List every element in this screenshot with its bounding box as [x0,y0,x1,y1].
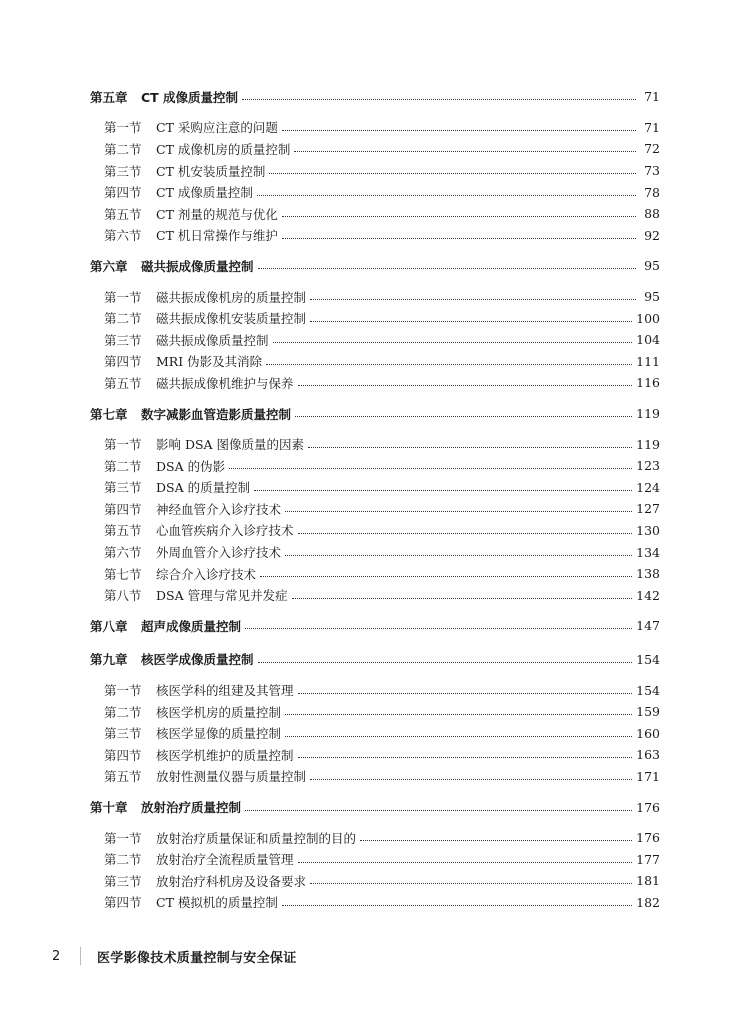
section-number: 第二节 [104,141,142,157]
section-title: 放射治疗质量保证和质量控制的目的 [156,830,357,846]
toc-chapter-entry [90,403,660,425]
dot-leader [282,905,632,906]
page-ref: 176 [636,830,660,846]
dot-leader [298,757,633,758]
dot-leader [295,416,632,417]
toc-entry-label [104,205,278,223]
chapter-title: 磁共振成像质量控制 [141,258,254,274]
toc-section-entry [90,520,660,542]
dot-leader [310,779,632,780]
toc-entry-label [104,767,306,785]
toc-section-entry [90,563,660,585]
toc-entry-label [104,288,306,306]
dot-leader [273,342,633,343]
chapter-number: 第八章 [90,618,128,634]
dot-leader [245,628,632,629]
section-title: CT 剂量的规范与优化 [156,206,278,222]
page-ref: 154 [636,651,660,667]
toc-entry-label [104,829,356,847]
toc-entry-label [104,478,250,496]
toc-entry-label [104,309,306,327]
toc-entry-label [104,140,290,158]
toc-entry-label [90,798,241,816]
toc-section-entry [90,117,660,139]
toc-section-entry [90,329,660,351]
toc-entry-label [104,872,306,890]
section-title: CT 模拟机的质量控制 [156,895,278,911]
page-footer [52,944,297,968]
section-title: 心血管疾病介入诊疗技术 [156,523,294,539]
dot-leader [298,533,633,534]
dot-leader [282,216,636,217]
toc-entry-label [104,724,281,742]
page-ref: 71 [644,119,660,135]
toc-entry-label [104,374,294,392]
section-title: 磁共振成像机维护与保养 [156,375,294,391]
toc-section-entry [90,679,660,701]
toc-entry-label [104,500,281,518]
section-title: 磁共振成像机安装质量控制 [156,311,307,327]
toc-entry-label [90,650,254,668]
section-number: 第三节 [104,726,142,742]
chapter-title: 核医学成像质量控制 [141,652,254,668]
section-title: 放射治疗科机房及设备要求 [156,873,307,889]
page-ref: 154 [636,682,660,698]
toc-section-entry [90,203,660,225]
toc-section-entry [90,286,660,308]
section-number: 第一节 [104,683,142,699]
section-number: 第一节 [104,437,142,453]
section-title: 神经血管介入诊疗技术 [156,501,282,517]
dot-leader [282,238,636,239]
dot-leader [242,99,636,100]
section-title: 磁共振成像机房的质量控制 [156,289,307,305]
dot-leader [257,195,636,196]
chapter-title: 放射治疗质量控制 [141,800,242,816]
chapter-title: 数字减影血管造影质量控制 [141,406,292,422]
dot-leader [260,576,632,577]
section-title: MRI 伪影及其消除 [156,354,263,370]
section-number: 第五节 [104,375,142,391]
chapter-number: 第六章 [90,258,128,274]
toc-entry-label [90,405,291,423]
toc-section-entry [90,827,660,849]
toc-chapter-entry [90,649,660,671]
chapter-number: 第五章 [90,89,128,105]
toc-chapter-entry [90,796,660,818]
section-title: CT 成像质量控制 [156,185,253,201]
page-ref: 130 [636,522,660,538]
page-ref: 78 [644,184,660,200]
toc-entry-label [104,162,265,180]
toc-section-entry [90,372,660,394]
section-number: 第五节 [104,206,142,222]
page-ref: 116 [636,375,660,391]
page-ref: 111 [636,353,660,369]
dot-leader [294,151,636,152]
footer-divider [80,947,81,965]
toc-entry-label [104,331,269,349]
section-title: DSA 管理与常见并发症 [156,588,288,604]
toc-entry-label [104,435,304,453]
section-title: 放射性测量仪器与质量控制 [156,769,307,785]
page-ref: 147 [636,618,660,634]
dot-leader [298,862,633,863]
page-ref: 73 [644,163,660,179]
toc-entry-label [90,88,238,106]
page-ref: 134 [636,544,660,560]
section-number: 第一节 [104,289,142,305]
toc-section-entry [90,892,660,914]
page-ref: 124 [636,479,660,495]
section-number: 第一节 [104,830,142,846]
dot-leader [258,662,633,663]
section-title: CT 机日常操作与维护 [156,228,278,244]
chapter-number: 第十章 [90,800,128,816]
section-number: 第二节 [104,852,142,868]
section-number: 第二节 [104,704,142,720]
toc-section-entry [90,722,660,744]
section-number: 第四节 [104,185,142,201]
section-title: CT 成像机房的质量控制 [156,141,291,157]
book-title: 医学影像技术质量控制与安全保证 [97,950,297,966]
toc-entry-label [104,746,294,764]
page-ref: 182 [636,894,660,910]
toc-entry-label [104,118,278,136]
toc-entry-label [104,521,294,539]
section-title: 核医学机维护的质量控制 [156,747,294,763]
page-ref: 160 [636,725,660,741]
toc-entry-label [104,183,253,201]
toc-entry-label [104,565,256,583]
section-number: 第四节 [104,354,142,370]
dot-leader [282,130,636,131]
toc-chapter-entry [90,86,660,108]
page-ref: 181 [636,873,660,889]
dot-leader [269,173,636,174]
page-ref: 95 [644,258,660,274]
toc-section-entry [90,433,660,455]
toc-entry-label [104,543,281,561]
section-number: 第七节 [104,566,142,582]
page-ref: 177 [636,851,660,867]
toc-section-entry [90,541,660,563]
toc-entry-label [104,681,294,699]
page-ref: 138 [636,566,660,582]
toc-entry-label [90,617,241,635]
toc-section-entry [90,701,660,723]
toc-section-entry [90,455,660,477]
page-ref: 92 [644,227,660,243]
page-ref: 119 [636,436,660,452]
section-number: 第二节 [104,311,142,327]
page-ref: 88 [644,206,660,222]
section-title: CT 采购应注意的问题 [156,120,278,136]
dot-leader [310,299,636,300]
dot-leader [254,490,632,491]
page-ref: 72 [644,141,660,157]
dot-leader [229,468,632,469]
section-title: 影响 DSA 图像质量的因素 [156,437,305,453]
toc-section-entry [90,307,660,329]
page-ref: 123 [636,458,660,474]
toc-section-entry [90,181,660,203]
toc-section-entry [90,870,660,892]
dot-leader [360,840,632,841]
chapter-number: 第九章 [90,652,128,668]
section-number: 第五节 [104,523,142,539]
section-title: 放射治疗全流程质量管理 [156,852,294,868]
toc-entry-label [104,586,288,604]
section-number: 第八节 [104,588,142,604]
section-title: DSA 的伪影 [156,458,226,474]
section-title: 磁共振成像质量控制 [156,332,269,348]
section-number: 第六节 [104,228,142,244]
toc-section-entry [90,160,660,182]
toc-section-entry [90,584,660,606]
toc-entry-label [104,850,294,868]
page-ref: 119 [636,406,660,422]
toc-section-entry [90,225,660,247]
section-number: 第四节 [104,747,142,763]
section-number: 第四节 [104,895,142,911]
page-ref: 163 [636,747,660,763]
dot-leader [258,268,636,269]
chapter-number: 第七章 [90,406,128,422]
chapter-title: CT 成像质量控制 [141,89,239,105]
dot-leader [308,447,632,448]
dot-leader [310,321,632,322]
toc-entry-label [104,352,262,370]
toc-section-entry [90,351,660,373]
toc-section-entry [90,744,660,766]
page-ref: 171 [636,768,660,784]
section-number: 第三节 [104,873,142,889]
dot-leader [298,693,633,694]
page-ref: 71 [644,89,660,105]
toc-section-entry [90,848,660,870]
toc-section-entry [90,766,660,788]
toc-chapter-entry [90,255,660,277]
section-title: DSA 的质量控制 [156,480,251,496]
section-number: 第五节 [104,769,142,785]
section-number: 第三节 [104,332,142,348]
toc-section-entry [90,138,660,160]
section-number: 第六节 [104,545,142,561]
section-number: 第三节 [104,163,142,179]
section-number: 第一节 [104,120,142,136]
toc-section-entry [90,477,660,499]
toc-entry-label [104,893,278,911]
dot-leader [285,511,632,512]
page-ref: 142 [636,587,660,603]
dot-leader [266,364,632,365]
page-ref: 159 [636,704,660,720]
page-ref: 95 [644,289,660,305]
section-title: CT 机安装质量控制 [156,163,266,179]
section-number: 第三节 [104,480,142,496]
dot-leader [310,883,632,884]
page-ref: 127 [636,501,660,517]
page-ref: 100 [636,310,660,326]
dot-leader [285,555,632,556]
page-ref: 176 [636,799,660,815]
section-title: 核医学机房的质量控制 [156,704,282,720]
dot-leader [292,598,633,599]
section-title: 综合介入诊疗技术 [156,566,257,582]
section-number: 第二节 [104,458,142,474]
table-of-contents [90,86,660,913]
page-number: 2 [52,948,61,964]
toc-section-entry [90,498,660,520]
toc-entry-label [90,257,254,275]
dot-leader [245,810,632,811]
dot-leader [285,736,632,737]
section-title: 核医学科的组建及其管理 [156,683,294,699]
toc-entry-label [104,457,225,475]
chapter-title: 超声成像质量控制 [141,618,242,634]
section-title: 核医学显像的质量控制 [156,726,282,742]
dot-leader [285,714,632,715]
section-number: 第四节 [104,501,142,517]
toc-entry-label [104,226,278,244]
dot-leader [298,385,633,386]
page-ref: 104 [636,332,660,348]
toc-chapter-entry [90,615,660,637]
toc-entry-label [104,703,281,721]
section-title: 外周血管介入诊疗技术 [156,545,282,561]
